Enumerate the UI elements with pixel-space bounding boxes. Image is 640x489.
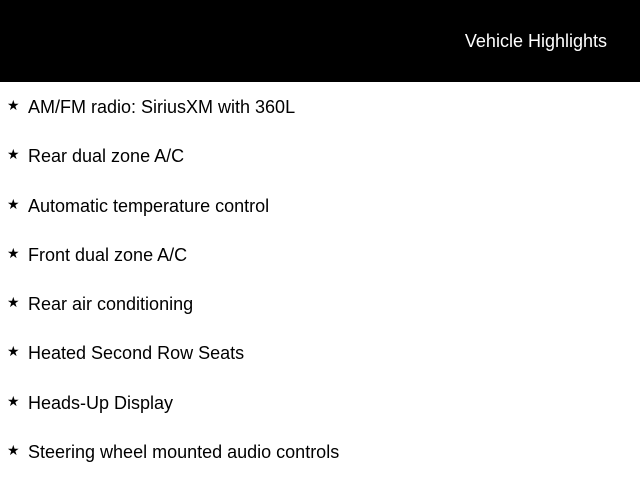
star-icon: ★ [7, 295, 20, 312]
list-item [0, 144, 640, 193]
list-item-label: Heads-Up Display [28, 392, 174, 413]
header-bar [0, 0, 640, 82]
list-item [0, 292, 640, 341]
list-item-label: Rear dual zone A/C [28, 146, 185, 167]
list-item [0, 243, 640, 292]
star-icon: ★ [7, 245, 20, 262]
list-item [0, 440, 640, 489]
star-icon: ★ [7, 443, 20, 460]
list-item-label: Front dual zone A/C [28, 244, 188, 265]
star-icon: ★ [7, 393, 20, 410]
list-item [0, 391, 640, 440]
star-icon: ★ [7, 147, 20, 164]
highlights-list [0, 95, 640, 489]
list-item-label: Steering wheel mounted audio controls [28, 442, 340, 463]
list-item-label: Rear air conditioning [28, 294, 194, 315]
star-icon: ★ [7, 98, 20, 114]
list-item [0, 95, 640, 144]
list-item [0, 341, 640, 390]
star-icon: ★ [7, 344, 20, 361]
list-item-label: Automatic temperature control [28, 195, 270, 216]
list-item-label: Heated Second Row Seats [28, 343, 245, 364]
list-item [0, 194, 640, 243]
list-item-label: AM/FM radio: SiriusXM with 360L [28, 97, 296, 117]
star-icon: ★ [7, 196, 20, 213]
page-title: Vehicle Highlights [464, 31, 607, 51]
